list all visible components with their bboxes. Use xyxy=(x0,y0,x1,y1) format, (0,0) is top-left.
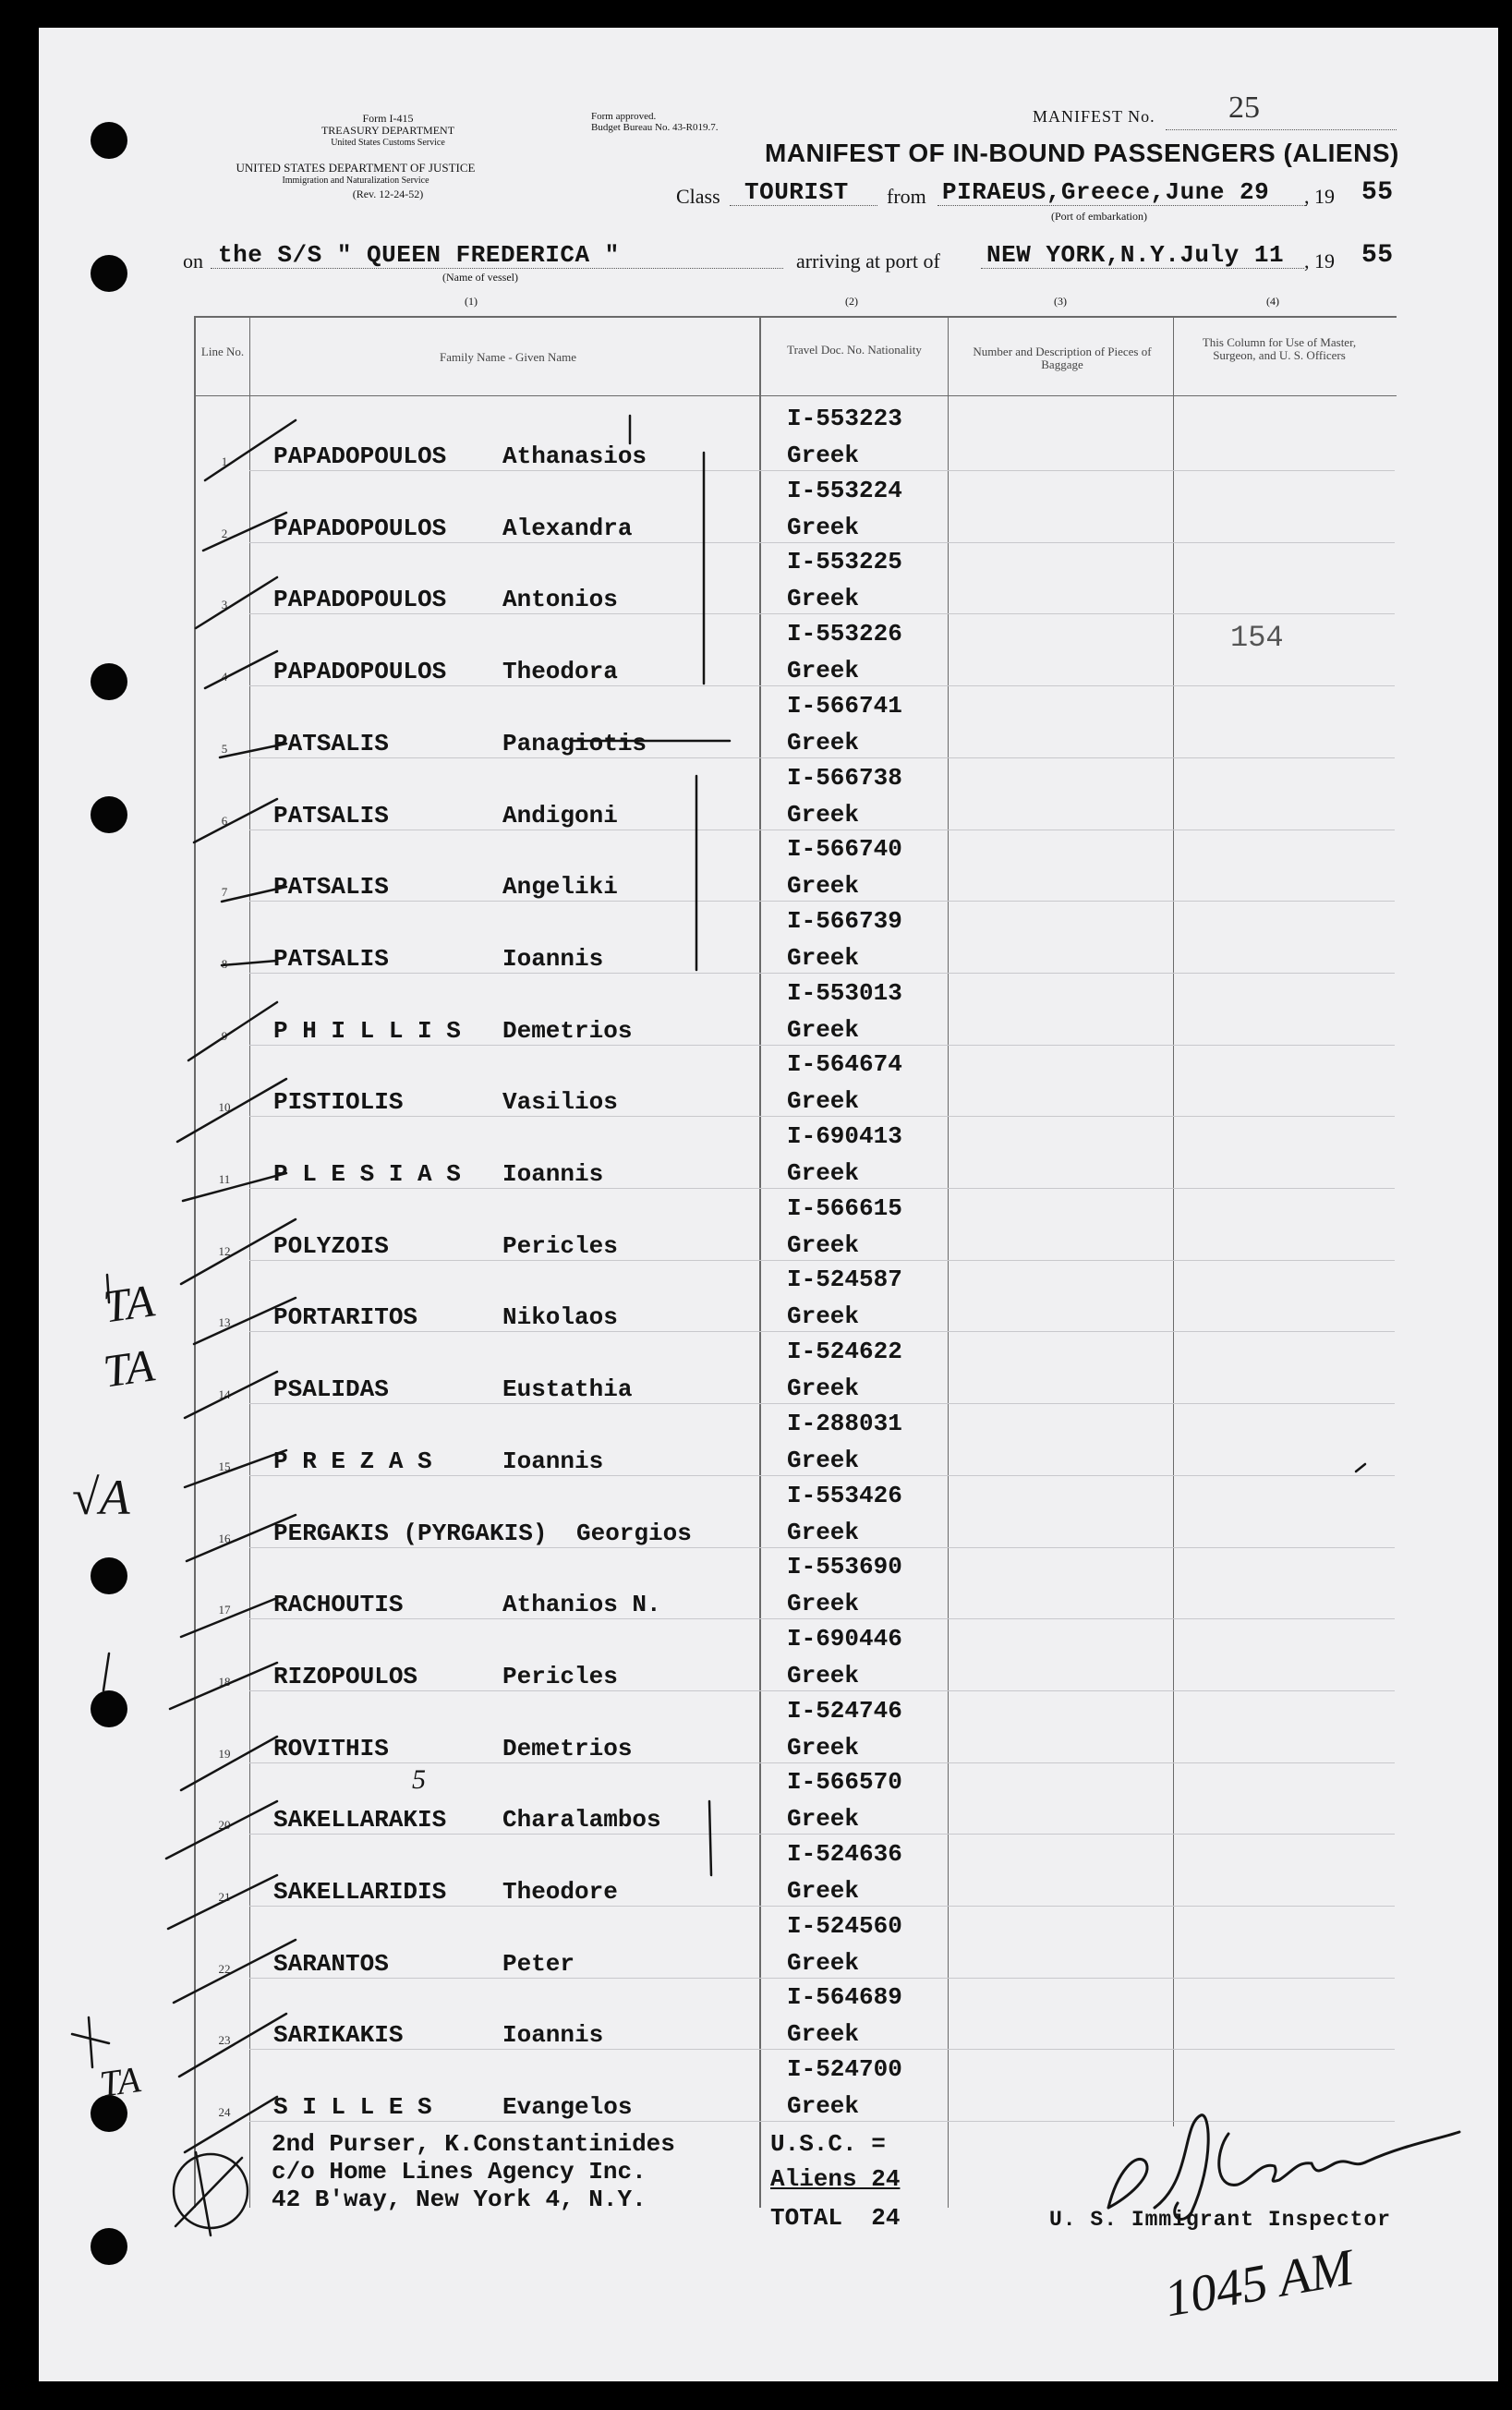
given-name: Eustathia xyxy=(502,1375,633,1404)
line-number: 23 xyxy=(218,2033,231,2048)
family-name: S I L L E S xyxy=(273,2093,432,2122)
given-name: Charalambos xyxy=(502,1806,661,1835)
line-number: 17 xyxy=(218,1603,231,1617)
form-approved: Form approved. xyxy=(591,111,657,122)
family-name: PAPADOPOULOS xyxy=(273,658,447,686)
treasury-department: TREASURY DEPARTMENT xyxy=(321,124,455,137)
travel-doc-number: I-690446 xyxy=(787,1624,902,1653)
travel-doc-number: I-566738 xyxy=(787,763,902,792)
col-header-baggage: Number and Description of Pieces of Baggage xyxy=(973,345,1152,371)
nationality: Greek xyxy=(787,1446,860,1474)
line-number: 3 xyxy=(221,598,228,612)
line-number: 5 xyxy=(221,741,228,756)
travel-doc-number: I-566740 xyxy=(787,835,902,864)
vessel-name: the S/S " QUEEN FREDERICA " xyxy=(218,241,620,269)
margin-annotation-ta: TA xyxy=(100,1274,158,1333)
from-label: from xyxy=(887,185,926,208)
family-name: PATSALIS xyxy=(273,729,389,757)
travel-doc-number: I-553224 xyxy=(787,476,902,504)
family-name: RIZOPOULOS xyxy=(273,1662,418,1690)
nationality: Greek xyxy=(787,943,860,972)
line-number: 24 xyxy=(218,2105,231,2120)
nationality: Greek xyxy=(787,1302,860,1331)
line-number: 7 xyxy=(221,885,228,900)
travel-doc-number: I-524636 xyxy=(787,1840,902,1868)
given-name: Georgios xyxy=(576,1519,692,1547)
nationality: Greek xyxy=(787,2092,860,2121)
year-prefix-1: , 19 xyxy=(1304,185,1335,208)
customs-service: United States Customs Service xyxy=(331,138,445,148)
given-name: Ioannis xyxy=(502,944,604,973)
arriving-label: arriving at port of xyxy=(796,249,940,272)
given-name: Theodora xyxy=(502,658,618,686)
ins-service: Immigration and Naturalization Service xyxy=(282,176,429,186)
travel-doc-number: I-553226 xyxy=(787,620,902,648)
travel-doc-number: I-553690 xyxy=(787,1553,902,1581)
family-name: SARIKAKIS xyxy=(273,2021,404,2050)
travel-doc-number: I-564674 xyxy=(787,1050,902,1079)
revision: (Rev. 12-24-52) xyxy=(352,188,424,200)
nationality: Greek xyxy=(787,1159,860,1187)
given-name: Athanasios xyxy=(502,442,647,470)
col-header-name: Family Name - Given Name xyxy=(439,350,576,364)
given-name: Panagiotis xyxy=(502,729,647,757)
family-name: POLYZOIS xyxy=(273,1231,389,1260)
nationality: Greek xyxy=(787,1015,860,1044)
line-number: 16 xyxy=(218,1531,231,1545)
travel-doc-number: I-524700 xyxy=(787,2055,902,2084)
nationality: Greek xyxy=(787,513,860,541)
given-name: Angeliki xyxy=(502,873,618,902)
column-number: (1) xyxy=(465,295,478,308)
class-value: TOURIST xyxy=(744,178,849,206)
family-name: PSALIDAS xyxy=(273,1375,389,1404)
time-note: 1045 AM xyxy=(1160,2238,1358,2329)
class-label: Class xyxy=(676,185,720,208)
nationality: Greek xyxy=(787,1805,860,1834)
column-number: (4) xyxy=(1266,295,1279,308)
travel-doc-number: I-524746 xyxy=(787,1696,902,1725)
nationality: Greek xyxy=(787,1661,860,1689)
form-number: Form I-415 xyxy=(362,112,414,125)
nationality: Greek xyxy=(787,1087,860,1116)
from-value: PIRAEUS,Greece,June 29 xyxy=(942,178,1270,206)
line-number: 9 xyxy=(221,1028,228,1043)
officer-mark: 154 xyxy=(1230,621,1284,655)
aliens-total: Aliens 24 xyxy=(770,2165,901,2193)
line-number: 18 xyxy=(218,1674,231,1689)
given-name: Ioannis xyxy=(502,1160,604,1188)
given-name: Ioannis xyxy=(502,1447,604,1475)
family-name: RACHOUTIS xyxy=(273,1591,404,1619)
given-name: Pericles xyxy=(502,1662,618,1690)
given-name: Nikolaos xyxy=(502,1303,618,1332)
given-name: Ioannis xyxy=(502,2021,604,2050)
on-label: on xyxy=(183,249,203,272)
travel-doc-number: I-553225 xyxy=(787,548,902,576)
year-prefix-2: , 19 xyxy=(1304,249,1335,272)
given-name: Theodore xyxy=(502,1878,618,1906)
family-name: PERGAKIS (PYRGAKIS) xyxy=(273,1519,548,1547)
family-name: ROVITHIS xyxy=(273,1734,389,1762)
given-name: Antonios xyxy=(502,586,618,614)
line-number: 6 xyxy=(221,813,228,828)
family-name: PAPADOPOULOS xyxy=(273,442,447,470)
travel-doc-number: I-553013 xyxy=(787,978,902,1007)
family-name: PATSALIS xyxy=(273,944,389,973)
nationality: Greek xyxy=(787,800,860,829)
family-name: P L E S I A S xyxy=(273,1160,461,1188)
travel-doc-number: I-566615 xyxy=(787,1193,902,1222)
travel-doc-number: I-288031 xyxy=(787,1409,902,1437)
given-name: Peter xyxy=(502,1949,575,1978)
manifest-no-value: 25 xyxy=(1228,91,1260,125)
family-name: SARANTOS xyxy=(273,1949,389,1978)
grand-total: TOTAL 24 xyxy=(770,2204,901,2232)
nationality: Greek xyxy=(787,872,860,901)
travel-doc-number: I-524560 xyxy=(787,1911,902,1940)
family-name: PAPADOPOULOS xyxy=(273,514,447,542)
col-header-line-no: Line No. xyxy=(200,345,245,358)
family-name: PORTARITOS xyxy=(273,1303,418,1332)
margin-mark-va: √A xyxy=(72,1470,130,1525)
budget-bureau: Budget Bureau No. 43-R019.7. xyxy=(591,122,719,133)
margin-annotation-ta: TA xyxy=(100,1338,158,1398)
family-name: PAPADOPOULOS xyxy=(273,586,447,614)
travel-doc-number: I-553426 xyxy=(787,1481,902,1509)
travel-doc-number: I-553223 xyxy=(787,405,902,432)
line-number: 13 xyxy=(218,1315,231,1330)
line-number: 8 xyxy=(221,956,228,971)
column-number: (3) xyxy=(1054,295,1067,308)
line-number: 10 xyxy=(218,1100,231,1115)
given-name: Evangelos xyxy=(502,2093,633,2122)
port-of-embarkation-caption: (Port of embarkation) xyxy=(1051,210,1147,223)
given-name: Demetrios xyxy=(502,1734,633,1762)
nationality: Greek xyxy=(787,1590,860,1618)
travel-doc-number: I-524587 xyxy=(787,1266,902,1294)
inspector-caption: U. S. Immigrant Inspector xyxy=(1049,2208,1392,2232)
family-name: SAKELLARIDIS xyxy=(273,1878,447,1906)
department-of-justice: UNITED STATES DEPARTMENT OF JUSTICE xyxy=(236,161,476,175)
line-number: 19 xyxy=(218,1746,231,1761)
manifest-no-label: MANIFEST No. xyxy=(1033,107,1155,126)
travel-doc-number: I-564689 xyxy=(787,1983,902,2012)
nationality: Greek xyxy=(787,585,860,613)
travel-doc-number: I-690413 xyxy=(787,1122,902,1150)
col-header-travel-doc: Travel Doc. No. Nationality xyxy=(787,343,922,357)
family-name: P R E Z A S xyxy=(273,1447,432,1475)
nationality: Greek xyxy=(787,1877,860,1905)
nationality: Greek xyxy=(787,2020,860,2049)
nationality: Greek xyxy=(787,1230,860,1259)
travel-doc-number: I-566739 xyxy=(787,906,902,935)
inspector-signature xyxy=(1090,2097,1469,2226)
agency-line: c/o Home Lines Agency Inc. xyxy=(272,2158,647,2186)
given-name: Demetrios xyxy=(502,1016,633,1045)
line-number: 12 xyxy=(218,1243,231,1258)
line-number: 20 xyxy=(218,1818,231,1833)
family-name: PATSALIS xyxy=(273,801,389,830)
arrival-port: NEW YORK,N.Y.July 11 xyxy=(986,241,1285,269)
line-number: 22 xyxy=(218,1961,231,1976)
handwritten-five: 5 xyxy=(412,1764,426,1795)
purser-line: 2nd Purser, K.Constantinides xyxy=(272,2130,675,2158)
manifest-title: MANIFEST OF IN-BOUND PASSENGERS (ALIENS) xyxy=(765,139,1399,167)
given-name: Andigoni xyxy=(502,801,618,830)
column-number: (2) xyxy=(845,295,858,308)
given-name: Alexandra xyxy=(502,514,633,542)
line-number: 15 xyxy=(218,1459,231,1473)
line-number: 14 xyxy=(218,1387,231,1402)
year-1: 55 xyxy=(1361,178,1394,207)
travel-doc-number: I-566570 xyxy=(787,1768,902,1797)
year-2: 55 xyxy=(1361,241,1394,270)
given-name: Vasilios xyxy=(502,1088,618,1117)
line-number: 2 xyxy=(221,526,228,540)
nationality: Greek xyxy=(787,728,860,757)
family-name: P H I L L I S xyxy=(273,1016,461,1045)
nationality: Greek xyxy=(787,1375,860,1403)
nationality: Greek xyxy=(787,657,860,685)
family-name: PATSALIS xyxy=(273,873,389,902)
family-name: SAKELLARAKIS xyxy=(273,1806,447,1835)
family-name: PISTIOLIS xyxy=(273,1088,404,1117)
nationality: Greek xyxy=(787,1518,860,1546)
travel-doc-number: I-524622 xyxy=(787,1338,902,1366)
address-line: 42 B'way, New York 4, N.Y. xyxy=(272,2186,647,2213)
line-number: 1 xyxy=(221,454,228,468)
nationality: Greek xyxy=(787,1733,860,1762)
given-name: Athanios N. xyxy=(502,1591,661,1619)
vessel-caption: (Name of vessel) xyxy=(442,271,518,284)
line-number: 4 xyxy=(221,670,228,684)
nationality: Greek xyxy=(787,1948,860,1977)
margin-annotation-ta: TA xyxy=(97,2058,143,2105)
nationality: Greek xyxy=(787,442,860,469)
usc-total: U.S.C. = xyxy=(770,2130,886,2158)
col-header-officers: This Column for Use of Master, Surgeon, and U. S. Officers xyxy=(1202,335,1357,362)
line-number: 11 xyxy=(218,1172,231,1186)
line-number: 21 xyxy=(218,1890,231,1904)
given-name: Pericles xyxy=(502,1231,618,1260)
travel-doc-number: I-566741 xyxy=(787,691,902,720)
